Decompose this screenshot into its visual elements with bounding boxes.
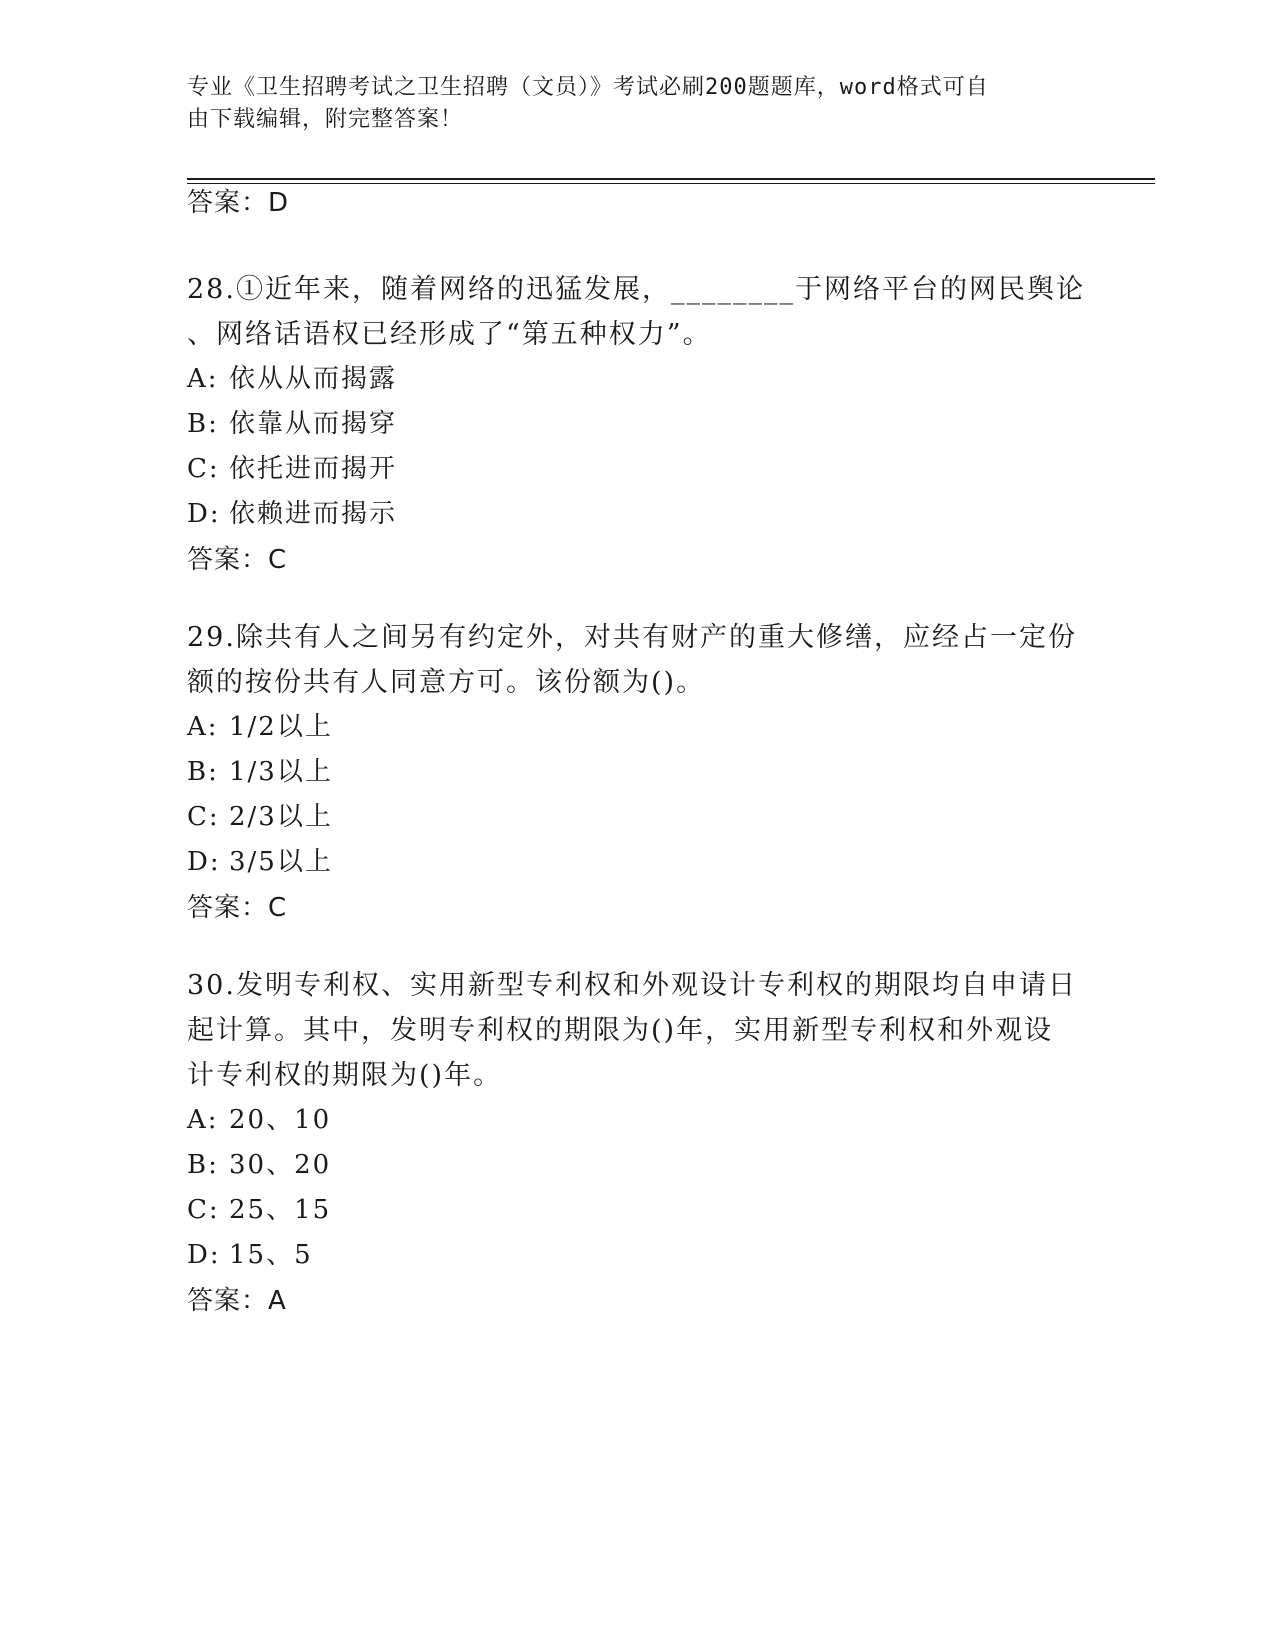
- option-key: A:: [187, 712, 219, 742]
- option-text: 3/5以上: [229, 847, 333, 877]
- option-d: [187, 1233, 1087, 1278]
- answer-line: 答案：D: [187, 188, 290, 218]
- question-stem-line: 29.除共有人之间另有约定外，对共有财产的重大修缮，应经占一定份: [187, 622, 1077, 653]
- option-text: 1/2以上: [229, 712, 333, 742]
- option-text: 依托进而揭开: [229, 454, 398, 484]
- option-text: 1/3以上: [229, 757, 333, 787]
- option-c: [187, 1188, 1087, 1233]
- option-b: [187, 1143, 1087, 1188]
- option-c: [187, 795, 1087, 840]
- page-header: [187, 72, 1067, 136]
- header-line-1: 专业《卫生招聘考试之卫生招聘（文员）》考试必刷200题题库，word格式可自: [187, 75, 989, 100]
- answer-line: 答案：C: [187, 893, 288, 923]
- option-key: C:: [187, 454, 220, 484]
- option-key: B:: [187, 1150, 219, 1180]
- option-key: B:: [187, 757, 219, 787]
- option-text: 25、15: [229, 1195, 332, 1225]
- question-stem-line: 30.发明专利权、实用新型专利权和外观设计专利权的期限均自申请日: [187, 970, 1077, 1001]
- option-a: [187, 357, 1087, 402]
- question-block: [187, 615, 1087, 931]
- option-text: 30、20: [229, 1150, 332, 1180]
- option-key: C:: [187, 1195, 220, 1225]
- option-b: [187, 750, 1087, 795]
- answer-line: 答案：A: [187, 1286, 287, 1316]
- question-stem-line: 、网络话语权已经形成了“第五种权力”。: [187, 319, 712, 350]
- option-text: 2/3以上: [229, 802, 333, 832]
- option-key: D:: [187, 499, 221, 529]
- option-c: [187, 447, 1087, 492]
- option-text: 依靠从而揭穿: [229, 409, 398, 439]
- question-block: [187, 963, 1087, 1324]
- option-key: B:: [187, 409, 219, 439]
- question-stem-line: 起计算。其中，发明专利权的期限为()年，实用新型专利权和外观设: [187, 1015, 1054, 1046]
- option-a: [187, 705, 1087, 750]
- option-key: A:: [187, 364, 219, 394]
- question-stem-line: 额的按份共有人同意方可。该份额为()。: [187, 667, 706, 698]
- option-d: [187, 840, 1087, 885]
- option-key: D:: [187, 847, 221, 877]
- option-text: 15、5: [229, 1240, 313, 1270]
- option-key: C:: [187, 802, 220, 832]
- option-d: [187, 492, 1087, 537]
- option-text: 依赖进而揭示: [229, 499, 398, 529]
- option-key: D:: [187, 1240, 221, 1270]
- answer-line: 答案：C: [187, 545, 288, 575]
- question-stem-line: 28.①近年来，随着网络的迅猛发展，________于网络平台的网民舆论: [187, 274, 1085, 305]
- option-a: [187, 1098, 1087, 1143]
- option-key: A:: [187, 1105, 219, 1135]
- question-stem-line: 计专利权的期限为()年。: [187, 1060, 503, 1091]
- option-text: 20、10: [229, 1105, 332, 1135]
- option-b: [187, 402, 1087, 447]
- previous-answer-block: [187, 180, 1087, 226]
- option-text: 依从从而揭露: [229, 364, 398, 394]
- header-line-2: 由下载编辑，附完整答案！: [187, 107, 464, 132]
- question-block: [187, 267, 1087, 583]
